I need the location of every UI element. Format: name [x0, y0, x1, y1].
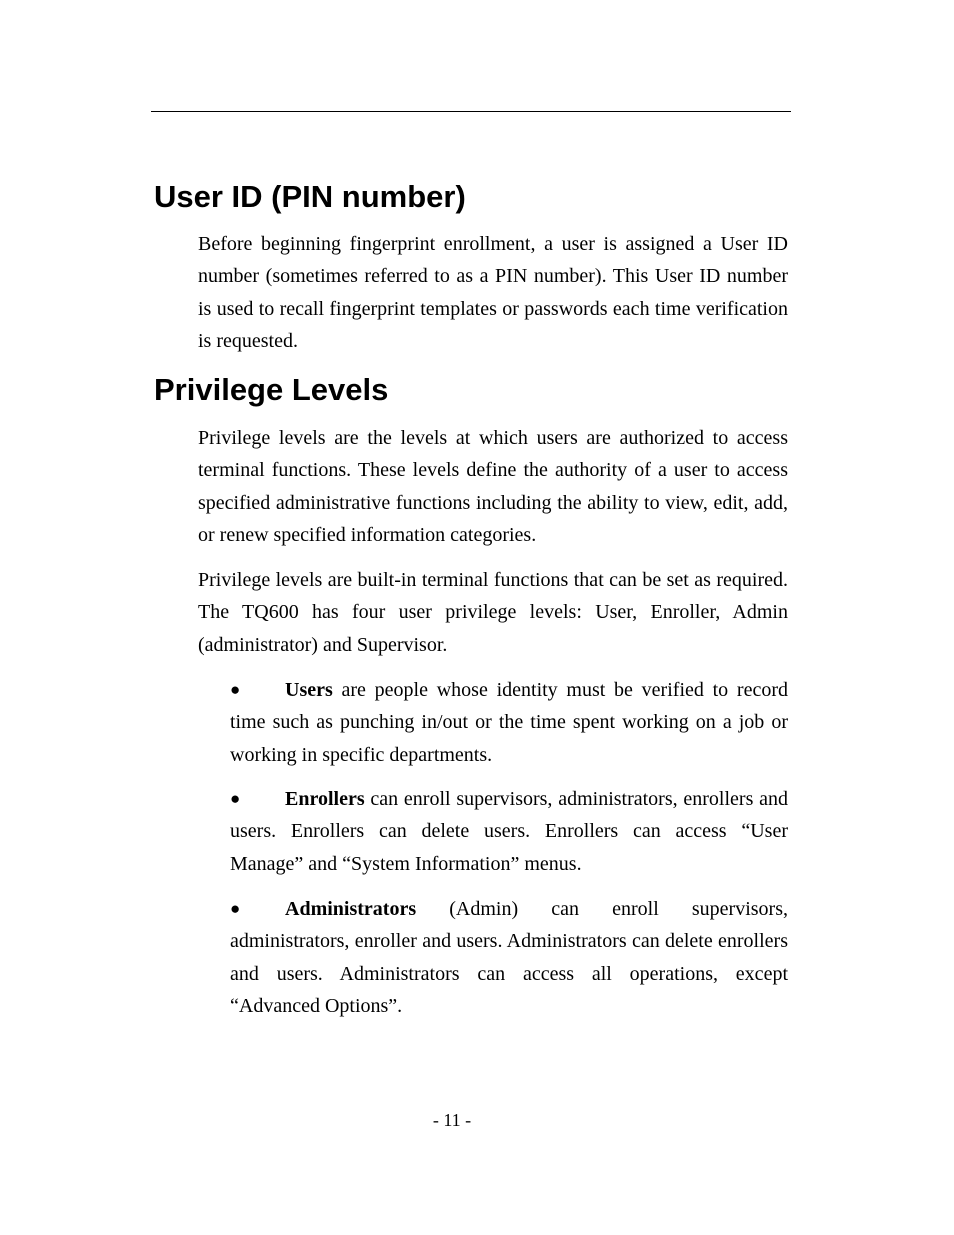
bullet-text: are people whose identity must be verified to record time such as punching in/out or the time spent working on a job or working in specific departments.: [230, 679, 788, 766]
bullet-item-enrollers: [230, 783, 788, 880]
bullet-item-users: [230, 674, 788, 771]
bullet-icon: ●: [230, 789, 241, 808]
section-heading-user-id: User ID (PIN number): [154, 179, 466, 214]
section-heading-privilege-levels: Privilege Levels: [154, 372, 389, 407]
bullet-item-administrators: [230, 893, 788, 1022]
privilege-paragraph-1: Privilege levels are the levels at which users are authorized to access terminal functions. These levels define the authority of a user to access specified administrative functions including the ability to view, edit, add, or renew specified information categories.: [198, 427, 788, 546]
bullet-term: Administrators: [285, 898, 417, 920]
privilege-paragraph-2: Privilege levels are built-in terminal functions that can be set as required. The TQ600 has four user privilege levels: User, Enroller, Admin (administrator) and Supervisor.: [198, 569, 788, 656]
header-rule: [151, 111, 791, 112]
bullet-text: can enroll supervisors, administrators, enrollers and users. Enrollers can delete users. Enrollers can access “User Manage” and “System Information” menus.: [230, 788, 788, 875]
page-number: - 11 -: [432, 1110, 472, 1130]
bullet-term: Users: [285, 679, 333, 701]
user-id-paragraph: Before beginning fingerprint enrollment, a user is assigned a User ID number (sometimes referred to as a PIN number). This User ID number is used to recall fingerprint templates or passwords each time verification is requested.: [198, 233, 788, 352]
bullet-icon: ●: [230, 680, 241, 699]
bullet-text: (Admin) can enroll supervisors, administrators, enroller and users. Administrators can delete enrollers and users. Administrators can access all operations, except “Advanced Options”.: [230, 898, 788, 1017]
bullet-term: Enrollers: [285, 788, 365, 810]
bullet-icon: ●: [230, 899, 241, 918]
